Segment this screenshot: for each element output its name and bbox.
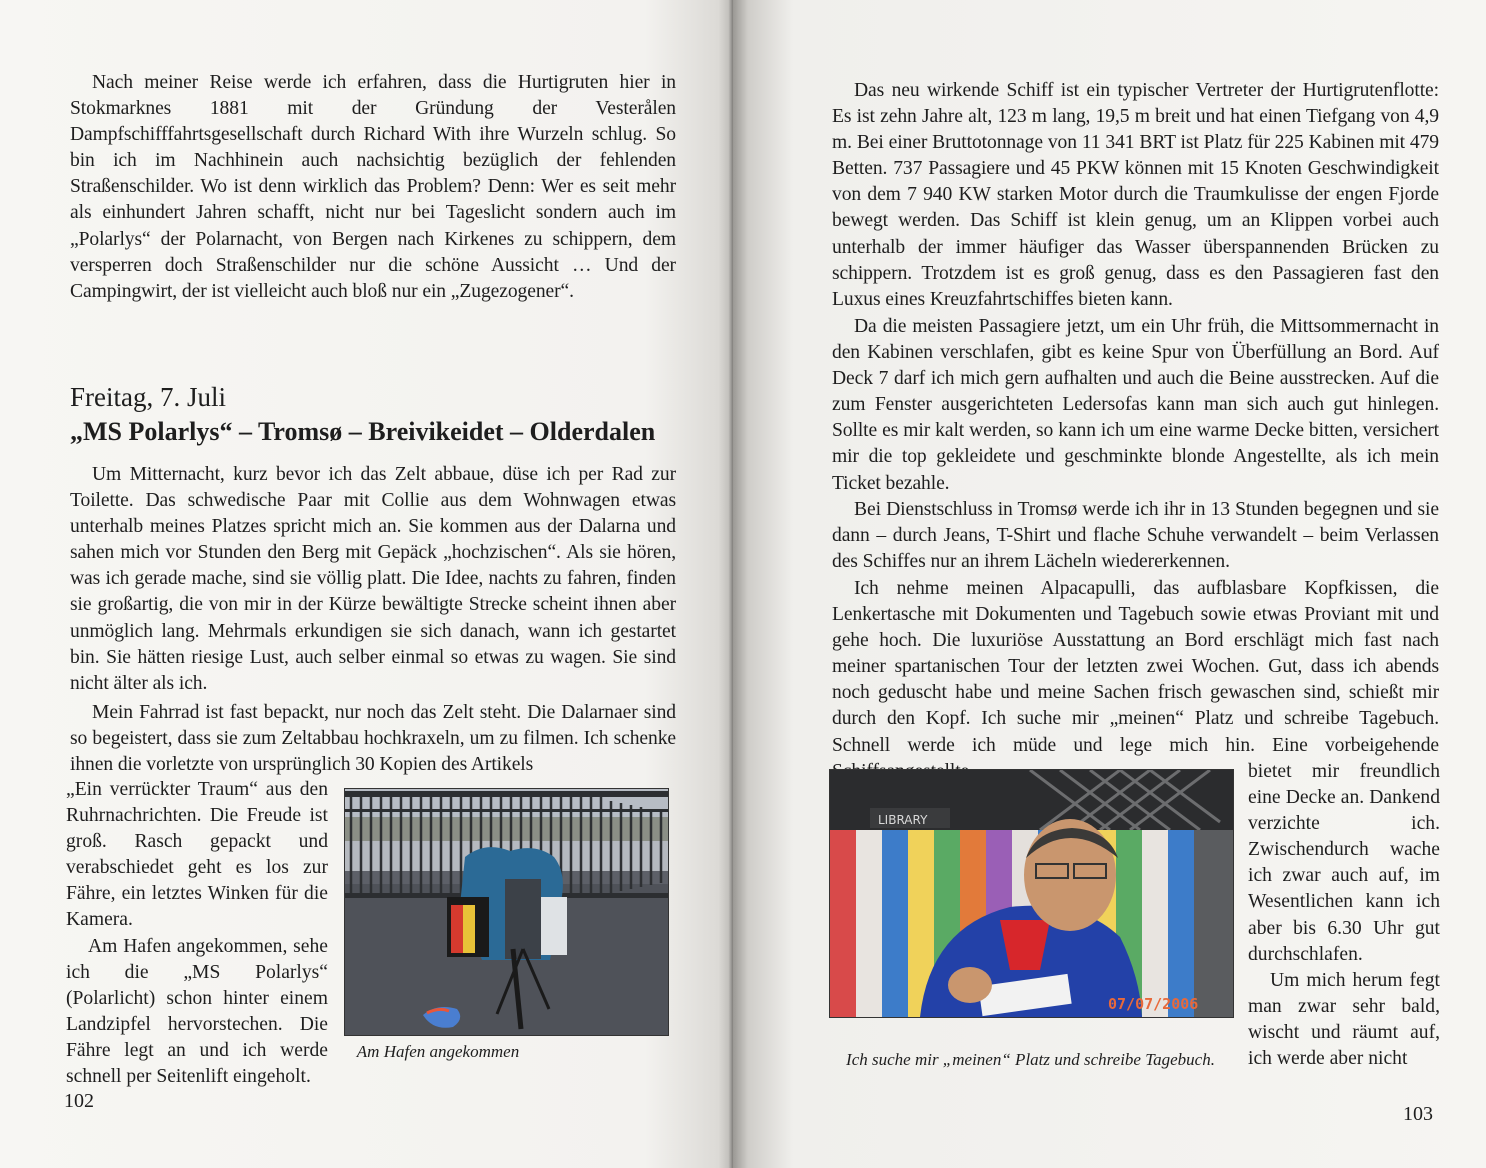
text-beside-photo [66,777,328,1090]
text-beside-photo [1248,759,1440,1072]
page-number: 103 [1403,1103,1433,1125]
photo-sign-text: LIBRARY [878,813,928,827]
body-paragraph: Um mich herum fegt man zwar sehr bald, wischt und räumt auf, ich werde aber nicht [1248,969,1440,1070]
harbor-bicycle-image [345,789,668,1035]
left-page [0,0,733,1168]
right-page [733,0,1486,1168]
intro-paragraph: Nach meiner Reise werde ich erfahren, dass die Hurtigruten hier in Stokmarknes 1881 mit der Gründung der Vesterålen Dampfschifffahrtsgesellschaft durch Richard With ihre Wurzeln schlug. So bin ich im Nachhinein auch nachsichtig bezüglich der fehlenden Straßenschilder. Wo ist denn wirklich das Problem? Denn: Wer es seit mehr als einhundert Jahren schafft, nicht nur bei Tageslicht sondern auch im „Polarlys“ der Polarnacht, von Bergen nach Kirkenes zu schippern, dem versperren doch Straßenschilder nur die schöne Aussicht … Und der Campingwirt, der ist vielleicht auch bloß nur ein „Zugezogener“. [70,72,676,302]
photo-caption: Am Hafen angekommen [356,1042,520,1061]
harbor-bicycle-photo [344,788,669,1036]
body-paragraph: Ich nehme meinen Alpacapulli, das aufblasbare Kopfkissen, die Lenkertasche mit Dokumenten und Tagebuch sowie etwas Proviant mit und gehe hoch. Die luxuriöse Ausstattung an Bord erschlägt mich fast nach meiner spartanischen Tour der letzten zwei Wochen. Gut, dass ich abends noch geduscht habe und meine Sachen frisch gewaschen sind, schießt mir durch den Kopf. Ich suche mir „meinen“ Platz und schreibe Tagebuch. Schnell werde ich müde und lege mich hin. Eine vorbeigehende [832,578,1439,756]
body-paragraph: Da die meisten Passagiere jetzt, um ein Uhr früh, die Mittsommernacht in den Kabinen verschlafen, gibt es keine Spur von Überfüllung an Bord. Auf Deck 7 darf ich mich gern aufhalten und auch die Beine ausstrecken. Auf die zum Fenster ausgerichteten Ledersofas kann man sich auch gut hinlegen. Sollte es mir kalt werden, so kann ich um eine warme Decke bitten, versichert mir die top gekleidete und geschminkte blonde Angestellte, als ich mein Ticket bezahle. [832,316,1439,494]
body-paragraph: Bei Dienstschluss in Tromsø werde ich ihr in 13 Stunden begegnen und sie dann – durch Jeans, T-Shirt und flache Schuhe verwandelt – beim Verlassen des Schiffes nur an ihrem Lächeln wiedererkennen. [832,499,1439,573]
page-number: 102 [64,1090,94,1112]
diary-writing-image [830,770,1233,1017]
body-paragraph: Am Hafen angekommen, sehe ich die „MS Polarlys“ (Polarlicht) schon hinter einem Landzipfel hervorstechen. Die Fähre legt an und ich werde schnell per Seitenlift eingeholt. [66,935,328,1088]
body-paragraph: „Ein verrückter Traum“ aus den Ruhrnachrichten. Die Freude ist groß. Rasch gepackt und verabschiedet geht es los zur Fähre, ein letztes Winken für die Kamera. [66,779,328,931]
route-heading: „MS Polarlys“ – Tromsø – Breivikeidet – Olderdalen [70,417,656,446]
diary-writing-photo [829,769,1234,1018]
body-paragraph: Das neu wirkende Schiff ist ein typischer Vertreter der Hurtigrutenflotte: Es ist zehn Jahre alt, 123 m lang, 19,5 m breit und hat einen Tiefgang von 4,9 m. Bei einer Bruttotonnage von 11 341 BRT ist Platz für 225 Kabinen mit 479 Betten. 737 Passagiere und 45 PKW können mit 15 Knoten Geschwindigkeit von dem 7 940 KW starken Motor durch die Traumkulisse der engen Fjorde bewegt werden. Das Schiff ist klein genug, um an Klippen vorbei auch unterhalb der immer häufiger das Wasser überspannenden Brücken zu schippern. Trotzdem ist es groß genug, dass es den Passagieren fast den Luxus eines Kreuzfahrtschiffes bieten kann. [832,80,1439,310]
body-paragraph: bietet mir freundlich eine Decke an. Dankend verzichte ich. Zwischendurch wache ich zwar auch auf, im Wesentlichen kann ich aber bis 6.30 Uhr gut durchschlafen. [1248,761,1440,965]
photo-caption: Ich suche mir „meinen“ Platz und schreibe Tagebuch. [846,1050,1215,1069]
date-heading: Freitag, 7. Juli [70,382,226,412]
body-paragraph: Um Mitternacht, kurz bevor ich das Zelt abbaue, düse ich per Rad zur Toilette. Das schwedische Paar mit Collie aus dem Wohnwagen etwas unterhalb meines Platzes spricht mich an. Sie kommen aus der Dalarna und sahen mich vor Stunden den Berg mit Gepäck „hochzischen“. Als sie hören, was ich gerade mache, sind sie völlig platt. Die Idee, nachts zu fahren, finden sie großartig, die von mir in der Kürze bewältigte Strecke scheint ihnen aber unmöglich lang. Mehrmals erkundigen sie sich danach, wann ich gestartet bin. Sie hätten riesige Lust, auch selber einmal so etwas zu wagen. Sie sind nicht älter als ich. [70,464,676,694]
body-paragraph: Mein Fahrrad ist fast bepackt, nur noch das Zelt steht. Die Dalarnaer sind so begeistert, dass sie zum Zeltabbau hochkraxeln, um zu filmen. Ich schenke ihnen die vorletzte von ursprünglich 30 Kopien des Artikels [70,702,676,776]
photo-timestamp: 07/07/2006 [1108,995,1199,1013]
